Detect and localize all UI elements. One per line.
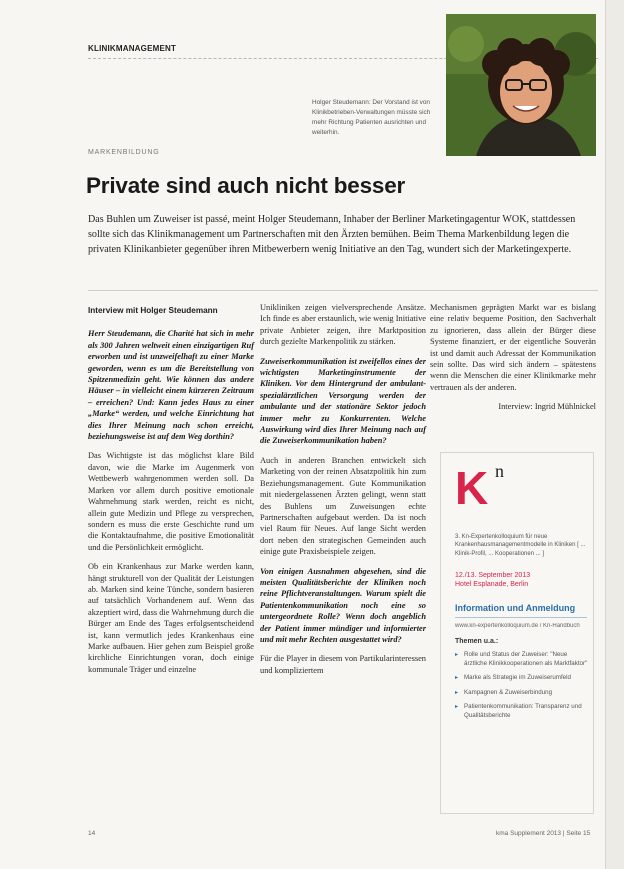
- ad-topics-list: [455, 651, 589, 727]
- ad-info-title[interactable]: Information und Anmeldung: [455, 603, 576, 613]
- page-edge: [605, 0, 624, 869]
- page-footer: kma Supplement 2013 | Seite 15: [496, 830, 591, 837]
- answer-1: Das Wichtigste ist das möglichst klare Bild davon, wie die Marke im Augenmerk von Wettbewerb wahrgenommen werden soll. Da Marken vor allem durch positive emotionale Wahrnehmung stark werden, reicht es nicht, allein gute Medizin und Pflege zu versprechen, sondern es muss die erste Geschichte rund um die Kontaktaufnahme, die positive Emotionalität und die Persönlichkeit ermöglicht.: [88, 451, 254, 552]
- section-label: KLINIKMANAGEMENT: [88, 44, 177, 53]
- kn-logo-exponent: n: [495, 461, 504, 481]
- event-advertisement[interactable]: [440, 452, 594, 814]
- kn-logo-letter: K: [455, 462, 489, 514]
- question-2: Zuweiserkommunikation ist zweifellos eines der wichtigsten Marketinginstrumente der Kliniken. Vor dem Hintergrund der ambulant-spezialärztlichen Versorgung werden der ambulante und der stationäre Sektor jedoch immer mehr zu Konkurrenten. Welche Auswirkung wird dies Ihrer Meinung nach auf die Zuweiserkommunikation haben?: [260, 356, 426, 446]
- answer-3b: Mechanismen geprägten Markt war es bislang eine relativ bequeme Position, den Sachverhalt zu ignorieren, dass allein der Bürger diese Systeme finanziert, er der eigentliche Souverän ist und damit auch Adressat der Kommunikation sein sollte. Das wird sich ändern – spätestens wenn die Menschen die einer Klinikmarke mehr vertrauen als der anderen.: [430, 303, 596, 392]
- list-item: ▸ Patientenkommunikation: Transparenz und Qualitätsberichte: [455, 703, 589, 720]
- ad-subtitle: 3. Kn-Expertenkolloquium für neue Krankenhausmanagementmodelle in Kliniken [ ... Klinik-Profil, ... Kooperationen ... ]: [455, 534, 586, 557]
- answer-2: Auch in anderen Branchen entwickelt sich Marketing von der reinen Absatzpolitik hin zum Beziehungsmanagement. Gute Kommunikation mit niedergelassenen Ärzten gelingt, wenn statt des Buhlens um Zuweisungen echte Partnerschaften aufgebaut werden. Da ist noch viel Raum für Neues. Auf lange Sicht werden dort neben den strategischen Gemeinden auch einige gute Praxisbeispiele zeigen.: [260, 455, 426, 557]
- text-column-2: [260, 302, 426, 684]
- article-lead: Das Buhlen um Zuweiser ist passé, meint Holger Steudemann, Inhaber der Berliner Marketingagentur WOK, stattdessen sollte sich das Klinikmanagement um Partnerschaften mit den Ärzten bemühen. Beim Thema Markenbildung legen die privaten Klinikanbieter gegenüber ihren Mitbewerbern wenig Initiative an den Tag, wundert sich der Marketingexperte.: [88, 214, 576, 255]
- ad-divider: [455, 617, 587, 618]
- text-column-1: [88, 302, 254, 683]
- ad-date-line: 12./13. September 2013: [455, 572, 531, 579]
- author-photo: [446, 14, 596, 156]
- question-1: Herr Steudemann, die Charité hat sich in mehr als 300 Jahren weltweit einen einzigartigen Ruf erworben und ist unzweifelhaft zu einer Marke geworden, wenn es um die Bereitstellung von Spitzenmedizin geht. Wie können das andere Häuser – in vielleicht einem kürzeren Zeitraum – erreichen? Und: Kann jedes Haus zu einer „Marke“ werden, und welche Einrichtung hat dies Ihrer Meinung nach schon erreicht, beziehungsweise ist auf dem Weg dorthin?: [88, 329, 254, 442]
- article-headline: Private sind auch nicht besser: [86, 173, 406, 198]
- list-item: ▸ Rolle und Status der Zuweiser: "Neue ärztliche Klinikkooperationen als Marktfaktor": [455, 651, 589, 668]
- article-kicker: MARKENBILDUNG: [88, 149, 160, 156]
- interview-credit: Interview: Ingrid Mühlnickel: [498, 402, 596, 412]
- answer-3: Für die Player in diesem von Partikularinteressen und kompliziertem: [260, 654, 426, 675]
- ad-website[interactable]: www.kn-expertenkolloquium.de / Kn-Handbuch: [455, 623, 580, 629]
- answer-1c: Unikliniken zeigen vielversprechende Ansätze. Ich finde es aber erstaunlich, wie wenig Initiative private Anbieter zeigen, ihre Marktposition durch gezielte Markenpolitik zu stärken.: [260, 303, 426, 347]
- ad-date: [455, 571, 530, 589]
- interview-title: Interview mit Holger Steudemann: [88, 306, 218, 315]
- text-column-3: [430, 302, 596, 421]
- answer-1b: Ob ein Krankenhaus zur Marke werden kann, hängt strukturell von der Qualität der Leistungen ab. Marken sind keine Tünche, sondern basieren auf tatsächlich Vorhandenem auf. Wenn das akzeptiert wird, dass die Wahrnehmung durch die Bürger am Ende des Tages erfolgsentscheidend ist, kann vermutlich jedes Krankenhaus eine Marke aufbauen. Hier gehen zum Beispiel große kirchliche Einrichtungen voran, doch einige kommunale Träger und einzelne: [88, 562, 254, 674]
- ad-topics-label: Themen u.a.:: [455, 638, 499, 645]
- question-3: Von einigen Ausnahmen abgesehen, sind die meisten Qualitätsberichte der Kliniken noch reine Pflichtveranstaltungen. Warum spielt die Patientenkommunikation noch eine so untergeordnete Rolle? Wenn doch angeblich der Patient immer mündiger und informierter und mit mehr Rechten ausgestattet wird?: [260, 566, 426, 644]
- ad-venue-line: Hotel Esplanade, Berlin: [455, 581, 529, 588]
- list-item: ▸ Marke als Strategie im Zuweiserumfeld: [455, 674, 589, 683]
- page-number-left: 14: [88, 830, 96, 837]
- list-item: ▸ Kampagnen & Zuweiserbindung: [455, 689, 589, 698]
- photo-caption: Holger Steudemann: Der Vorstand ist von Klinikbetrieben-Verwaltungen müsste sich mehr Richtung Patienten ausrichten und weiterhin.: [312, 99, 431, 136]
- column-rule: [88, 290, 598, 291]
- portrait-image: [446, 14, 596, 156]
